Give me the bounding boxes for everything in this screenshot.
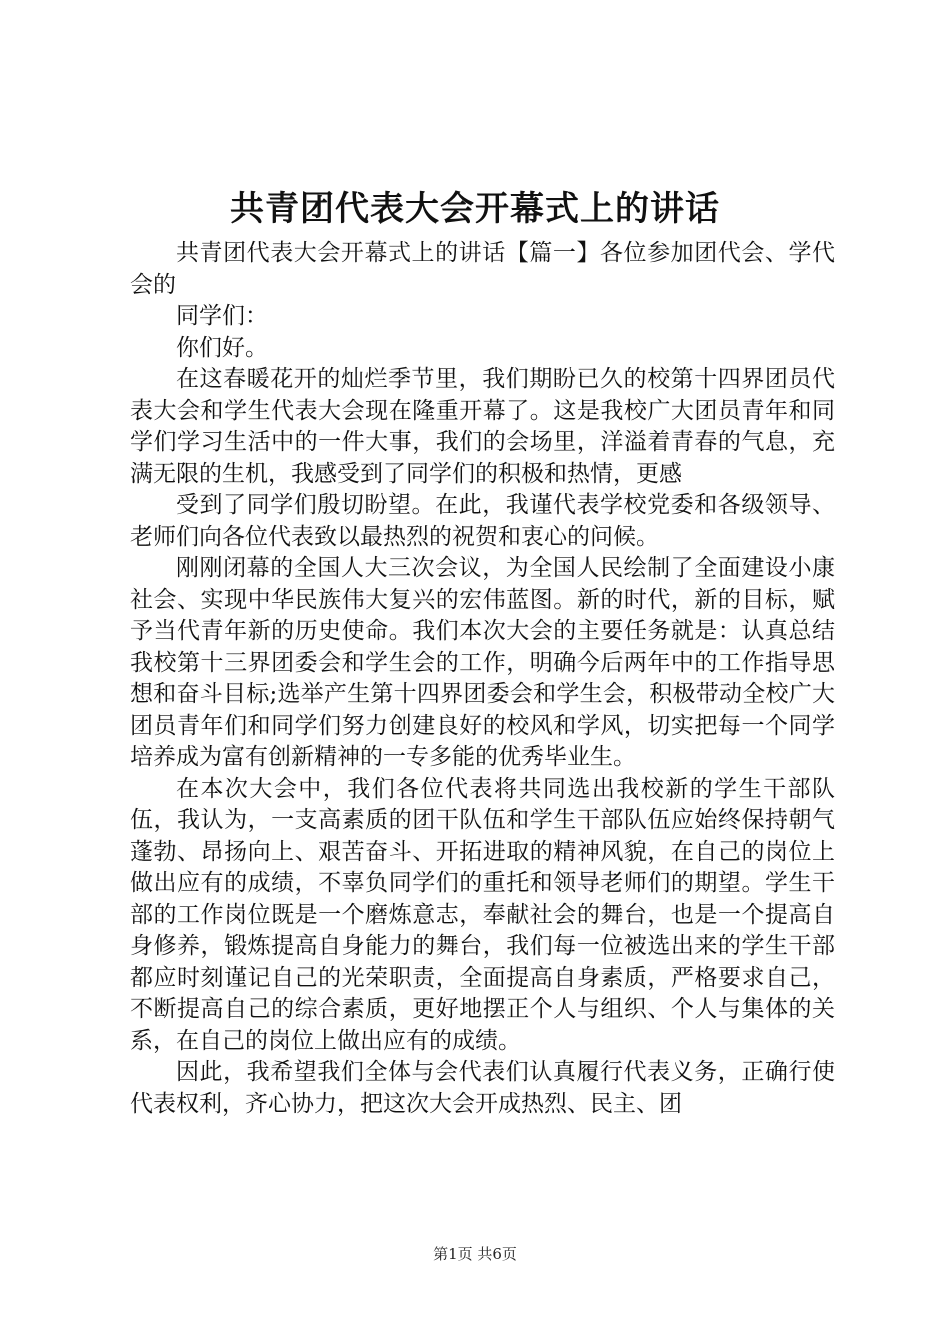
paragraph: 同学们： — [176, 303, 268, 329]
paragraph: 共青团代表大会开幕式上的讲话【篇一】各位参加团代会、学代会的 — [130, 240, 835, 298]
paragraph: 在这春暖花开的灿烂季节里，我们期盼已久的校第十四界团员代表大会和学生代表大会现在隆重开幕了。这是我校广大团员青年和同学们学习生活中的一件大事，我们的会场里，洋溢着青春的气息，充满无限的生机，我感受到了同学们的积极和热情，更感 — [130, 366, 835, 487]
document-title: 共青团代表大会开幕式上的讲话 — [230, 189, 720, 229]
paragraph: 你们好。 — [176, 334, 268, 361]
document-body — [130, 238, 835, 1120]
paragraph: 因此，我希望我们全体与会代表们认真履行代表义务，正确行使代表权利，齐心协力，把这次大会开成热烈、民主、团 — [130, 1059, 835, 1117]
page-number-footer: 第1页 共6页 — [433, 1245, 517, 1263]
paragraph: 刚刚闭幕的全国人大三次会议，为全国人民绘制了全面建设小康社会、实现中华民族伟大复兴的宏伟蓝图。新的时代，新的目标，赋予当代青年新的历史使命。我们本次大会的主要任务就是：认真总结我校第十三界团委会和学生会的工作，明确今后两年中的工作指导思想和奋斗目标;选举产生第十四界团委会和学生会，积极带动全校广大团员青年们和同学们努力创建良好的校风和学风，切实把每一个同学培养成为富有创新精神的一专多能的优秀毕业生。 — [130, 555, 835, 770]
paragraph: 受到了同学们殷切盼望。在此，我谨代表学校党委和各级领导、老师们向各位代表致以最热烈的祝贺和衷心的问候。 — [130, 492, 835, 550]
paragraph: 在本次大会中，我们各位代表将共同选出我校新的学生干部队伍，我认为，一支高素质的团干队伍和学生干部队伍应始终保持朝气蓬勃、昂扬向上、艰苦奋斗、开拓进取的精神风貌，在自己的岗位上做出应有的成绩，不辜负同学们的重托和领导老师们的期望。学生干部的工作岗位既是一个磨炼意志，奉献社会的舞台，也是一个提高自身修养，锻炼提高自身能力的舞台，我们每一位被选出来的学生干部都应时刻谨记自己的光荣职责，全面提高自身素质，严格要求自己，不断提高自己的综合素质，更好地摆正个人与组织、个人与集体的关系，在自己的岗位上做出应有的成绩。 — [130, 775, 835, 1054]
